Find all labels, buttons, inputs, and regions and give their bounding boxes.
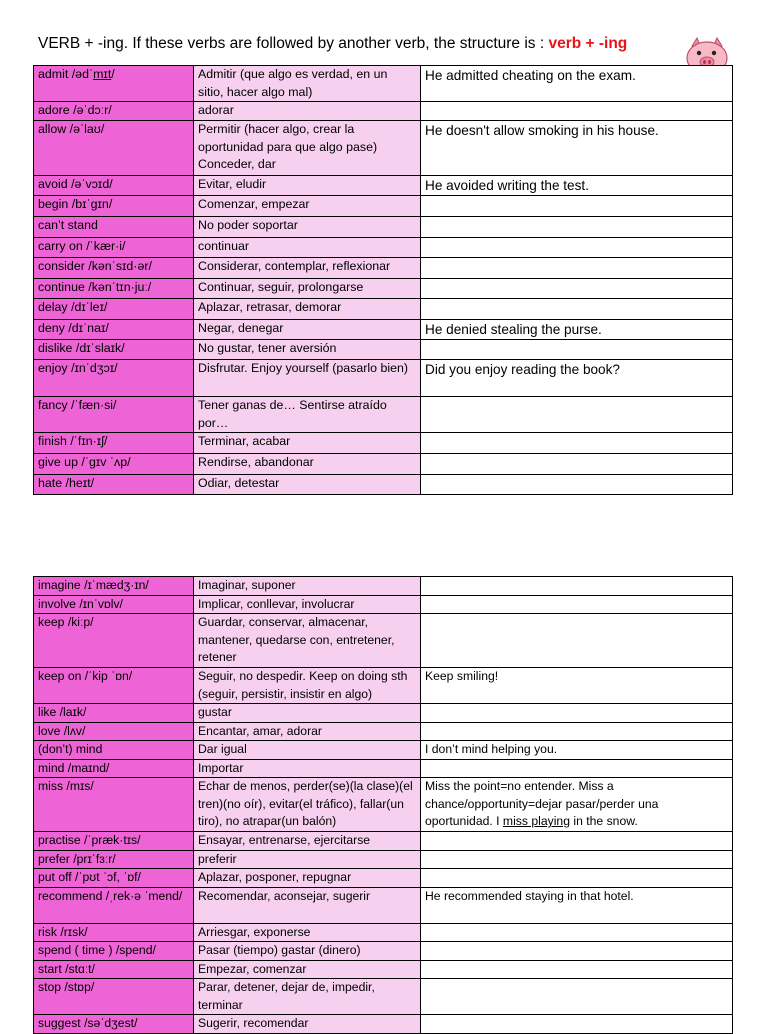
meaning-cell: Arriesgar, exponerse: [194, 923, 421, 942]
table-row: [34, 778, 733, 832]
meaning-cell: gustar: [194, 704, 421, 723]
example-cell: [421, 759, 733, 778]
verb-cell: dislike /dɪˈslaɪk/: [34, 340, 194, 360]
verb-cell: keep /kiːp/: [34, 614, 194, 668]
verb-cell: start /stɑːt/: [34, 960, 194, 979]
example-cell: [421, 979, 733, 1015]
meaning-cell: continuar: [194, 238, 421, 258]
example-cell: [421, 299, 733, 320]
meaning-cell: Aplazar, posponer, repugnar: [194, 869, 421, 888]
table-row: [34, 577, 733, 596]
meaning-cell: No gustar, tener aversión: [194, 340, 421, 360]
underlined-example: miss playing: [502, 814, 570, 828]
table-row: [34, 668, 733, 704]
verb-cell: carry on /ˈkær·i/: [34, 238, 194, 258]
verb-cell: delay /dɪˈleɪ/: [34, 299, 194, 320]
meaning-cell: Negar, denegar: [194, 320, 421, 340]
verb-cell: avoid /əˈvɔɪd/: [34, 176, 194, 196]
meaning-cell: Dar igual: [194, 741, 421, 760]
table-row: [34, 238, 733, 258]
example-cell: [421, 850, 733, 869]
example-cell: He admitted cheating on the exam.: [421, 66, 733, 102]
example-cell: [421, 704, 733, 723]
example-cell: [421, 217, 733, 238]
page-title: [38, 35, 627, 53]
meaning-cell: No poder soportar: [194, 217, 421, 238]
meaning-cell: Admitir (que algo es verdad, en un sitio, hacer algo mal): [194, 66, 421, 102]
verb-cell: finish /ˈfɪn·ɪʃ/: [34, 433, 194, 454]
meaning-cell: Importar: [194, 759, 421, 778]
title-highlight: verb + -ing: [548, 35, 628, 52]
table-row: [34, 960, 733, 979]
meaning-cell: preferir: [194, 850, 421, 869]
meaning-cell: adorar: [194, 102, 421, 121]
table-row: [34, 102, 733, 121]
table-row: [34, 614, 733, 668]
table-row: [34, 299, 733, 320]
table-row: [34, 320, 733, 340]
verb-cell: keep on /ˈkip ˈɒn/: [34, 668, 194, 704]
example-cell: He doesn't allow smoking in his house.: [421, 121, 733, 176]
table-row: [34, 850, 733, 869]
table-row: [34, 397, 733, 433]
verb-cell: give up /ˈɡɪv ˈʌp/: [34, 454, 194, 475]
meaning-cell: Sugerir, recomendar: [194, 1015, 421, 1034]
example-cell: [421, 942, 733, 961]
table-row: [34, 595, 733, 614]
verb-cell: like /laɪk/: [34, 704, 194, 723]
verb-cell: imagine /ɪˈmædʒ·ɪn/: [34, 577, 194, 596]
table-row: [34, 722, 733, 741]
example-cell: [421, 397, 733, 433]
example-cell: He recommended staying in that hotel.: [421, 887, 733, 923]
verb-cell: stop /stɒp/: [34, 979, 194, 1015]
meaning-cell: Terminar, acabar: [194, 433, 421, 454]
verb-cell: consider /kənˈsɪd·ər/: [34, 258, 194, 279]
verb-cell: fancy /ˈfæn·si/: [34, 397, 194, 433]
example-cell: [421, 832, 733, 851]
table-row: [34, 196, 733, 217]
example-cell: He avoided writing the test.: [421, 176, 733, 196]
table-row: [34, 979, 733, 1015]
meaning-cell: Empezar, comenzar: [194, 960, 421, 979]
meaning-cell: Comenzar, empezar: [194, 196, 421, 217]
table-row: [34, 887, 733, 923]
verb-cell: miss /mɪs/: [34, 778, 194, 832]
example-cell: [421, 279, 733, 299]
meaning-cell: Imaginar, suponer: [194, 577, 421, 596]
table-row: [34, 454, 733, 475]
meaning-cell: Disfrutar. Enjoy yourself (pasarlo bien): [194, 360, 421, 397]
table-row: [34, 759, 733, 778]
table-row: [34, 741, 733, 760]
example-cell: Did you enjoy reading the book?: [421, 360, 733, 397]
verb-cell: enjoy /ɪnˈdʒɔɪ/: [34, 360, 194, 397]
meaning-cell: Permitir (hacer algo, crear la oportunidad para que algo pase) Conceder, dar: [194, 121, 421, 176]
table-row: [34, 433, 733, 454]
meaning-cell: Parar, detener, dejar de, impedir, terminar: [194, 979, 421, 1015]
meaning-cell: Ensayar, entrenarse, ejercitarse: [194, 832, 421, 851]
verb-cell: practise /ˈpræk·tɪs/: [34, 832, 194, 851]
table-row: [34, 832, 733, 851]
table-row: [34, 360, 733, 397]
example-cell: [421, 869, 733, 888]
meaning-cell: Tener ganas de… Sentirse atraído por…: [194, 397, 421, 433]
example-cell: [421, 475, 733, 495]
verb-cell: put off /ˈpʊt ˈɔf, ˈɒf/: [34, 869, 194, 888]
meaning-cell: Encantar, amar, adorar: [194, 722, 421, 741]
meaning-cell: Aplazar, retrasar, demorar: [194, 299, 421, 320]
table-row: [34, 217, 733, 238]
verb-cell: recommend /ˌrek·ə ˈmend/: [34, 887, 194, 923]
verb-cell: spend ( time ) /spend/: [34, 942, 194, 961]
meaning-cell: Implicar, conllevar, involucrar: [194, 595, 421, 614]
verb-cell: prefer /prɪˈfɜːr/: [34, 850, 194, 869]
example-cell: [421, 196, 733, 217]
meaning-cell: Recomendar, aconsejar, sugerir: [194, 887, 421, 923]
title-text: VERB + -ing. If these verbs are followed by another verb, the structure is :: [38, 35, 549, 52]
example-cell: I don’t mind helping you.: [421, 741, 733, 760]
verb-cell: hate /heɪt/: [34, 475, 194, 495]
verb-cell: can’t stand: [34, 217, 194, 238]
verb-cell: risk /rɪsk/: [34, 923, 194, 942]
table-row: [34, 121, 733, 176]
example-cell: [421, 614, 733, 668]
verb-cell: admit /ədˈmɪt/: [34, 66, 194, 102]
example-cell: [421, 102, 733, 121]
meaning-cell: Seguir, no despedir. Keep on doing sth (seguir, persistir, insistir en algo): [194, 668, 421, 704]
example-cell: [421, 340, 733, 360]
verb-cell: begin /bɪˈɡɪn/: [34, 196, 194, 217]
example-cell: [421, 258, 733, 279]
example-cell: [421, 433, 733, 454]
table-row: [34, 923, 733, 942]
meaning-cell: Considerar, contemplar, reflexionar: [194, 258, 421, 279]
meaning-cell: Continuar, seguir, prolongarse: [194, 279, 421, 299]
table-row: [34, 475, 733, 495]
verb-cell: adore /əˈdɔːr/: [34, 102, 194, 121]
meaning-cell: Pasar (tiempo) gastar (dinero): [194, 942, 421, 961]
table-row: [34, 258, 733, 279]
example-cell: [421, 454, 733, 475]
example-cell: Keep smiling!: [421, 668, 733, 704]
meaning-cell: Echar de menos, perder(se)(la clase)(el tren)(no oír), evitar(el tráfico), fallar(un tiro), no atrapar(un balón): [194, 778, 421, 832]
table-row: [34, 869, 733, 888]
example-cell: Miss the point=no entender. Miss a chance/opportunity=dejar pasar/perder una oportunidad. I miss playing in the snow.: [421, 778, 733, 832]
table-row: [34, 942, 733, 961]
meaning-cell: Rendirse, abandonar: [194, 454, 421, 475]
example-cell: [421, 595, 733, 614]
verb-cell: love /lʌv/: [34, 722, 194, 741]
example-cell: [421, 923, 733, 942]
table-row: [34, 340, 733, 360]
example-cell: [421, 577, 733, 596]
verb-cell: mind /maɪnd/: [34, 759, 194, 778]
example-cell: [421, 722, 733, 741]
verb-cell: (don’t) mind: [34, 741, 194, 760]
example-cell: [421, 960, 733, 979]
table-row: [34, 279, 733, 299]
verb-table-2: [33, 576, 733, 1034]
example-cell: He denied stealing the purse.: [421, 320, 733, 340]
meaning-cell: Guardar, conservar, almacenar, mantener, quedarse con, entretener, retener: [194, 614, 421, 668]
table-row: [34, 704, 733, 723]
example-cell: [421, 238, 733, 258]
verb-cell: suggest /səˈdʒest/: [34, 1015, 194, 1034]
table-row: [34, 66, 733, 102]
meaning-cell: Odiar, detestar: [194, 475, 421, 495]
verb-cell: involve /ɪnˈvɒlv/: [34, 595, 194, 614]
verb-cell: continue /kənˈtɪn·juː/: [34, 279, 194, 299]
table-row: [34, 176, 733, 196]
verb-table-1: [33, 65, 733, 495]
meaning-cell: Evitar, eludir: [194, 176, 421, 196]
verb-cell: allow /əˈlaʊ/: [34, 121, 194, 176]
verb-cell: deny /dɪˈnaɪ/: [34, 320, 194, 340]
